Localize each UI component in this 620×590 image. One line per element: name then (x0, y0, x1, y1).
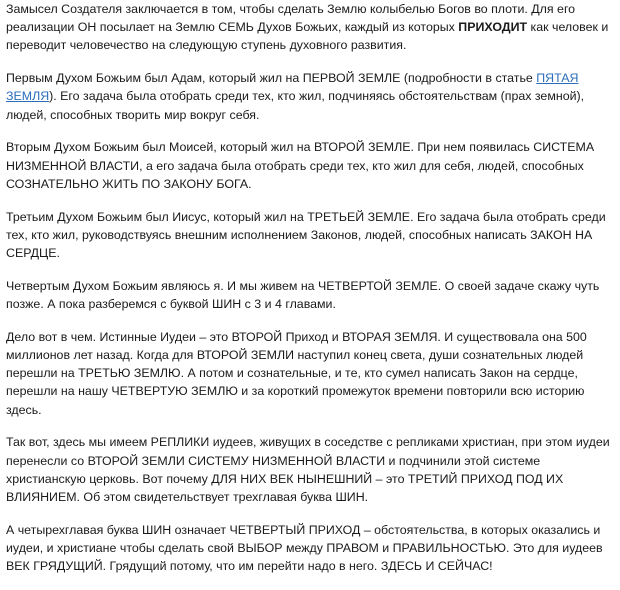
paragraph-5: Четвертым Духом Божьим являюсь я. И мы живем на ЧЕТВЕРТОЙ ЗЕМЛЕ. О своей задаче скажу чуть позже. А пока разберемся с буквой ШИН с 3 и 4 главами. (6, 278, 600, 312)
paragraph-6: Дело вот в чем. Истинные Иудеи – это ВТОРОЙ Приход и ВТОРАЯ ЗЕМЛЯ. И существовала она 500 миллионов лет назад. Когда для ВТОРОЙ ЗЕМЛИ наступил конец света, души сознательных людей перешли на ТРЕТЬЮ ЗЕМЛЮ. А потом и сознательные, и те, кто сумел написать Закон на сердце, перешли на нашу ЧЕТВЕРТУЮ ЗЕМЛЮ и за короткий промежуток времени повторили всю историю здесь. (6, 329, 587, 417)
link-pyataya-zemlya[interactable]: ПЯТАЯ ЗЕМЛЯ (6, 71, 579, 104)
paragraph-3: Вторым Духом Божьим был Моисей, который жил на ВТОРОЙ ЗЕМЛЕ. При нем появилась СИСТЕМА НИЗМЕННОЙ ВЛАСТИ, а его задача была отобрать среди тех, кто жил для себя, людей, способных СОЗНАТЕЛЬНО ЖИТЬ ПО ЗАКОНУ БОГА. (6, 140, 595, 191)
paragraph-8: А четырехглавая буква ШИН означает ЧЕТВЕРТЫЙ ПРИХОД – обстоятельства, в которых оказались и иудеи, и христиане чтобы сделать свой ВЫБОР между ПРАВОМ и ПРАВИЛЬНОСТЬЮ. Это для иудеев ВЕК ГРЯДУЩИЙ. Грядущий потому, что им перейти надо в него. ЗДЕСЬ И СЕЙЧАС! (6, 522, 603, 574)
paragraph-2: Первым Духом Божьим был Адам, который жил на ПЕРВОЙ ЗЕМЛЕ (подробности в статье ПЯТАЯ ЗЕМЛЯ). Его задача была отобрать среди тех, кто жил, подчиняясь обстоятельствам (прах земной), людей, способных творить мир вокруг себя. (6, 71, 585, 122)
paragraph-1: Замысел Создателя заключается в том, чтобы сделать Землю колыбелью Богов во плоти. Для его реализации ОН посылает на Землю СЕМЬ Духов Божьих, каждый из которых ПРИХОДИТ как человек и переводит человечество на следующую ступень духовного развития. (6, 2, 609, 53)
bold-prihodit: ПРИХОДИТ (458, 20, 528, 35)
paragraph-4: Третьим Духом Божьим был Иисус, который жил на ТРЕТЬЕЙ ЗЕМЛЕ. Его задача была отобрать среди тех, кто жил, руководствуясь внешним исполнением Законов, людей, способных написать ЗАКОН НА СЕРДЦЕ. (6, 209, 606, 261)
document-body (6, 0, 610, 590)
paragraph-7: Так вот, здесь мы имеем РЕПЛИКИ иудеев, живущих в соседстве с репликами христиан, при этом иудеи перенесли со ВТОРОЙ ЗЕМЛИ СИСТЕМУ НИЗМЕННОЙ ВЛАСТИ и подчинили этой системе христианскую церковь. Вот почему ДЛЯ НИХ ВЕК НЫНЕШНИЙ – это ТРЕТИЙ ПРИХОД ПОД ИХ ВЛИЯНИЕМ. Об этом свидетельствует трехглавая буква ШИН. (6, 435, 610, 505)
